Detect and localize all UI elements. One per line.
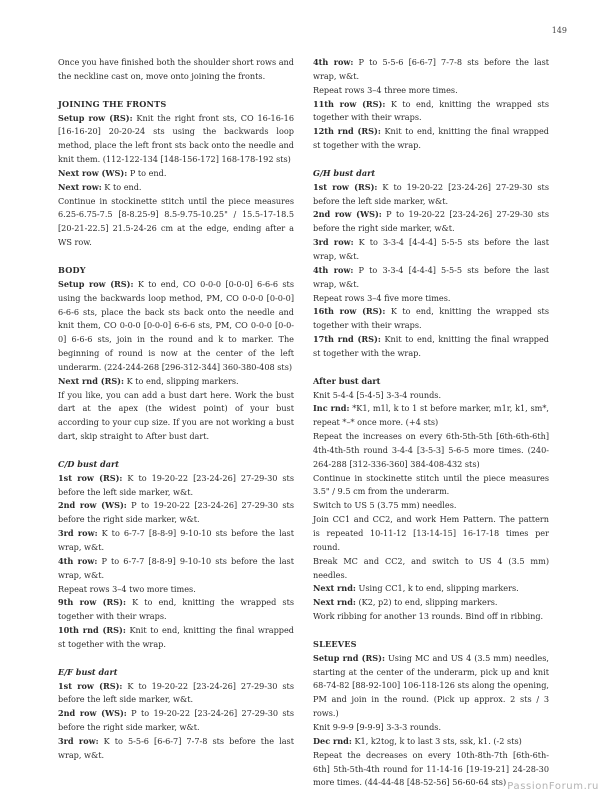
instruction-label: 2nd row (WS): bbox=[58, 708, 127, 719]
instruction-text: K to 3-3-4 [4-4-4] 5-5-5 sts before the last wrap, w&t. bbox=[313, 237, 549, 261]
instruction-paragraph bbox=[58, 389, 294, 444]
instruction-paragraph bbox=[313, 84, 549, 98]
instruction-paragraph bbox=[313, 555, 549, 583]
instruction-text: (K2, p2) to end, slipping markers. bbox=[355, 597, 498, 608]
spacer bbox=[313, 624, 549, 638]
instruction-label: 10th rnd (RS): bbox=[58, 625, 126, 636]
spacer bbox=[58, 84, 294, 98]
instruction-text: K to 19-20-22 [23-24-26] 27-29-30 sts before the left side marker, w&t. bbox=[58, 472, 294, 497]
instruction-paragraph bbox=[313, 305, 549, 333]
instruction-paragraph bbox=[313, 499, 549, 513]
page-number: 149 bbox=[551, 26, 567, 35]
instruction-text: Knit to end, knitting the final wrapped st together with the wrap. bbox=[58, 625, 294, 649]
watermark: PassionForum.ru bbox=[507, 781, 599, 793]
instruction-paragraph bbox=[313, 610, 549, 624]
instruction-paragraph bbox=[58, 583, 294, 597]
instruction-paragraph bbox=[313, 98, 549, 126]
instruction-label: Next row (WS): bbox=[58, 167, 128, 178]
instruction-text: Repeat the decreases on every 10th-8th-7th [6th-6th-6th] 5th-5th-4th round for 11-14-16 [19-19-21] 24-28-30 more times. (44-44-48 [48-52-56] 56-60-64 sts) bbox=[313, 749, 549, 788]
instruction-label: Setup rnd (RS): bbox=[313, 652, 385, 663]
instruction-text: K to 19-20-22 [23-24-26] 27-29-30 sts before the left side marker, w&t. bbox=[313, 181, 549, 206]
instruction-paragraph bbox=[313, 735, 549, 749]
instruction-text: K to 6-7-7 [8-8-9] 9-10-10 sts before the last wrap, w&t. bbox=[58, 528, 294, 552]
instruction-text: K to end, knitting the wrapped sts together with their wraps. bbox=[58, 597, 295, 622]
instruction-paragraph bbox=[313, 389, 549, 403]
instruction-label: 2nd row (WS): bbox=[58, 500, 127, 511]
spacer bbox=[313, 153, 549, 167]
instruction-text: P to 5-5-6 [6-6-7] 7-7-8 sts before the last wrap, w&t. bbox=[313, 57, 550, 81]
instruction-label: 12th rnd (RS): bbox=[313, 126, 381, 137]
instruction-paragraph bbox=[58, 167, 294, 181]
instruction-text: Continue in stockinette stitch until the piece measures 6.25-6.75-7.5 [8-8.25-9] 8.5-9.75-10.25" / 15.5-17-18.5 [20-21-22.5] 21.5-24-26 cm at the edge, ending after a WS row. bbox=[58, 195, 294, 248]
instruction-text: Repeat rows 3–4 three more times. bbox=[313, 84, 458, 95]
instruction-text: K to end, knitting the wrapped sts together with their wraps. bbox=[313, 306, 549, 331]
instruction-text: Knit 9-9-9 [9-9-9] 3-3-3 rounds. bbox=[313, 721, 442, 732]
instruction-label: 17th rnd (RS): bbox=[313, 334, 381, 345]
instruction-paragraph bbox=[313, 56, 549, 84]
subsection-heading: E/F bust dart bbox=[58, 666, 118, 677]
section-heading: BODY bbox=[58, 264, 86, 275]
instruction-text: Knit the right front sts, CO 16-16-16 [16-16-20] 20-20-24 sts using the backwards loop method, place the left front sts back onto the needle and knit them. (112-122-134 [148-156-172] 168-178-192 sts) bbox=[58, 112, 294, 165]
instruction-text: K to end, slipping markers. bbox=[124, 375, 239, 386]
instruction-paragraph bbox=[58, 472, 294, 500]
instruction-text: P to 6-7-7 [8-8-9] 9-10-10 sts before the last wrap, w&t. bbox=[58, 555, 294, 580]
instruction-label: 16th row (RS): bbox=[313, 306, 386, 317]
instruction-text: P to end. bbox=[127, 167, 167, 178]
instruction-text: Using MC and US 4 (3.5 mm) needles, starting at the center of the underarm, pick up and knit 68-74-82 [88-92-100] 106-118-126 sts along the opening, PM and join in the round. (Pick up approx. 2 sts / 3 rows.) bbox=[313, 652, 549, 719]
instruction-paragraph bbox=[58, 735, 294, 763]
instruction-label: 3rd row: bbox=[313, 237, 354, 248]
subsection-heading: After bust dart bbox=[313, 375, 381, 386]
instruction-text: *K1, m1l, k to 1 st before marker, m1r, k1, sm*, repeat *–* once more. (+4 sts) bbox=[313, 403, 550, 428]
subsection-heading: G/H bust dart bbox=[313, 167, 376, 178]
instruction-paragraph bbox=[313, 125, 549, 153]
instruction-text: P to 19-20-22 [23-24-26] 27-29-30 sts before the right side marker, w&t. bbox=[58, 500, 294, 525]
instruction-label: Setup row (RS): bbox=[58, 112, 133, 123]
spacer bbox=[313, 361, 549, 375]
instruction-paragraph bbox=[58, 112, 294, 167]
instruction-paragraph bbox=[313, 181, 549, 209]
section-heading: JOINING THE FRONTS bbox=[58, 98, 167, 109]
instruction-text: K1, k2tog, k to last 3 sts, ssk, k1. (-2 sts) bbox=[351, 735, 522, 746]
instruction-paragraph bbox=[313, 264, 549, 292]
spacer bbox=[58, 444, 294, 458]
instruction-label: Inc rnd: bbox=[313, 403, 350, 414]
instruction-label: 4th row: bbox=[58, 555, 98, 566]
instruction-paragraph bbox=[313, 652, 549, 721]
instruction-label: Next row: bbox=[58, 181, 102, 192]
instruction-text: P to 19-20-22 [23-24-26] 27-29-30 sts before the right side marker, w&t. bbox=[58, 708, 294, 733]
instruction-paragraph bbox=[58, 555, 294, 583]
instruction-paragraph bbox=[58, 707, 294, 735]
instruction-text: K to end, CO 0-0-0 [0-0-0] 6-6-6 sts using the backwards loop method, PM, CO 0-0-0 [0-0-0] 6-6-6 sts, place the back sts back onto the needle and knit them, CO 0-0-0 [0-0-0] 6-6-6 sts, PM, CO 0-0-0 [0-0-0] 6-6-6 sts, join in the round and k to marker. The beginning of round is now at the center of the left underarm. (224-244-268 [296-312-344] 360-380-408 sts) bbox=[58, 278, 294, 372]
instruction-label: 1st row (RS): bbox=[313, 181, 378, 192]
instruction-paragraph bbox=[313, 721, 549, 735]
instruction-label: 11th row (RS): bbox=[313, 98, 386, 109]
instruction-text: Once you have finished both the shoulder short rows and the neckline cast on, move onto joining the fronts. bbox=[58, 57, 294, 81]
instruction-label: 2nd row (WS): bbox=[313, 209, 382, 220]
right-column bbox=[313, 56, 549, 790]
instruction-paragraph bbox=[58, 527, 294, 555]
instruction-paragraph bbox=[313, 208, 549, 236]
instruction-text: P to 19-20-22 [23-24-26] 27-29-30 sts before the right side marker, w&t. bbox=[313, 209, 549, 234]
instruction-text: Knit to end, knitting the final wrapped st together with the wrap. bbox=[313, 126, 549, 151]
instruction-text: P to 3-3-4 [4-4-4] 5-5-5 sts before the last wrap, w&t. bbox=[313, 264, 550, 289]
instruction-text: Using CC1, k to end, slipping markers. bbox=[355, 583, 519, 594]
instruction-paragraph bbox=[58, 375, 294, 389]
section-heading: SLEEVES bbox=[313, 638, 357, 649]
instruction-text: Knit to end, knitting the final wrapped st together with the wrap. bbox=[313, 334, 549, 358]
spacer bbox=[58, 652, 294, 666]
instruction-paragraph bbox=[313, 402, 549, 430]
instruction-text: Repeat rows 3–4 two more times. bbox=[58, 583, 196, 594]
instruction-paragraph bbox=[313, 472, 549, 500]
instruction-label: 3rd row: bbox=[58, 735, 99, 746]
instruction-paragraph bbox=[58, 181, 294, 195]
instruction-paragraph bbox=[58, 278, 294, 375]
instruction-text: Knit 5-4-4 [5-4-5] 3-3-4 rounds. bbox=[313, 389, 442, 400]
instruction-label: 4th row: bbox=[313, 57, 354, 67]
instruction-label: Dec rnd: bbox=[313, 735, 352, 746]
instruction-label: 1st row (RS): bbox=[58, 680, 123, 691]
instruction-paragraph bbox=[58, 195, 294, 250]
instruction-paragraph bbox=[313, 582, 549, 596]
instruction-paragraph bbox=[58, 624, 294, 652]
instruction-paragraph bbox=[313, 292, 549, 306]
instruction-paragraph bbox=[58, 56, 294, 84]
instruction-paragraph bbox=[313, 430, 549, 472]
instruction-label: Next rnd: bbox=[313, 583, 356, 594]
instruction-text: K to 19-20-22 [23-24-26] 27-29-30 sts before the left side marker, w&t. bbox=[58, 680, 294, 705]
instruction-paragraph bbox=[313, 513, 549, 555]
instruction-label: Next rnd (RS): bbox=[58, 375, 125, 386]
instruction-label: 3rd row: bbox=[58, 528, 98, 539]
instruction-paragraph bbox=[313, 236, 549, 264]
instruction-paragraph bbox=[58, 680, 294, 708]
instruction-text: Join CC1 and CC2, and work Hem Pattern. The pattern is repeated 10-11-12 [13-14-15] 16-17-18 times per round. bbox=[313, 514, 549, 552]
instruction-label: 9th row (RS): bbox=[58, 597, 126, 608]
instruction-text: Break MC and CC2, and switch to US 4 (3.5 mm) needles. bbox=[313, 555, 549, 580]
instruction-text: Switch to US 5 (3.75 mm) needles. bbox=[313, 500, 457, 511]
instruction-text: Repeat rows 3–4 five more times. bbox=[313, 292, 451, 303]
left-column bbox=[58, 56, 294, 763]
instruction-text: K to end. bbox=[101, 181, 142, 192]
instruction-label: 4th row: bbox=[313, 264, 354, 275]
instruction-text: K to end, knitting the wrapped sts together with their wraps. bbox=[313, 98, 549, 123]
instruction-text: K to 5-5-6 [6-6-7] 7-7-8 sts before the last wrap, w&t. bbox=[58, 735, 294, 760]
instruction-label: Next rnd: bbox=[313, 597, 356, 608]
instruction-paragraph bbox=[313, 596, 549, 610]
instruction-text: Work ribbing for another 13 rounds. Bind off in ribbing. bbox=[313, 611, 544, 622]
instruction-label: 1st row (RS): bbox=[58, 472, 123, 483]
instruction-text: Repeat the increases on every 6th-5th-5th [6th-6th-6th] 4th-4th-5th round 3-4-4 [3-5-3] 5-6-5 more times. (240-264-288 [312-336-360] 384-408-432 sts) bbox=[313, 431, 549, 469]
spacer bbox=[58, 250, 294, 264]
instruction-label: Setup row (RS): bbox=[58, 278, 134, 289]
instruction-paragraph bbox=[58, 596, 294, 624]
instruction-paragraph bbox=[313, 333, 549, 361]
instruction-paragraph bbox=[58, 499, 294, 527]
instruction-text: Continue in stockinette stitch until the piece measures 3.5" / 9.5 cm from the underarm. bbox=[313, 472, 549, 497]
subsection-heading: C/D bust dart bbox=[58, 458, 120, 469]
instruction-text: If you like, you can add a bust dart here. Work the bust dart at the apex (the widest point) of your bust according to your cup size. If you are not working a bust dart, skip straight to After bust dart. bbox=[58, 389, 294, 442]
